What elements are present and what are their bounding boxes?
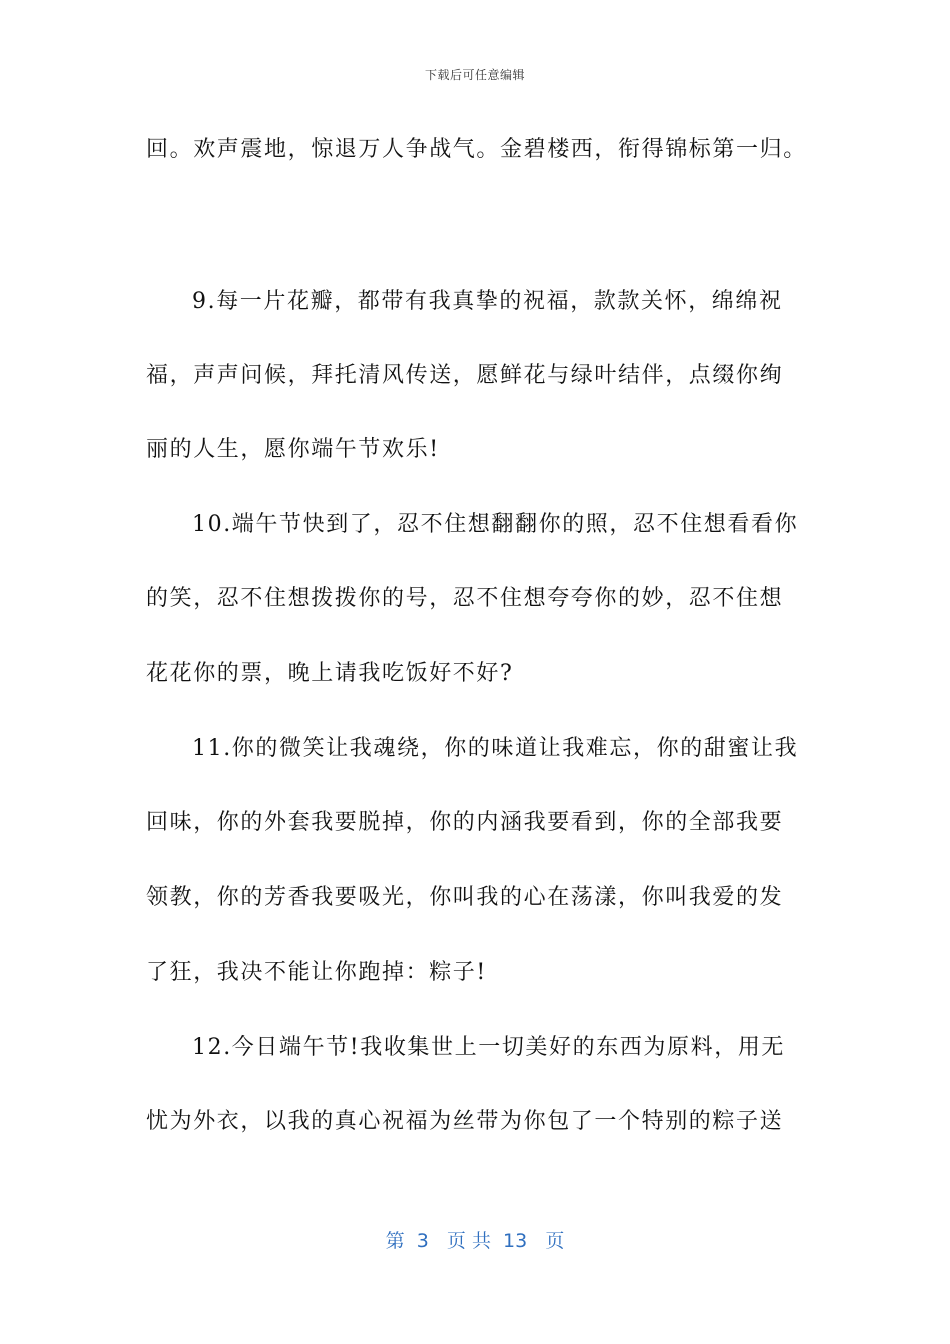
- page-number-footer: 第 3 页 共 13 页: [385, 1230, 565, 1252]
- text-line: 的笑，忍不住想拨拨你的号，忍不住想夸夸你的妙，忍不住想: [146, 586, 784, 611]
- page-header-note: 下载后可任意编辑: [424, 68, 525, 82]
- text-line: 福，声声问候，拜托清风传送，愿鲜花与绿叶结伴，点缀你绚: [146, 363, 784, 388]
- text-line: 11.你的微笑让我魂绕，你的味道让我难忘，你的甜蜜让我: [192, 736, 799, 761]
- text-line: 9.每一片花瓣，都带有我真挚的祝福，款款关怀，绵绵祝: [192, 289, 783, 314]
- text-line: 花花你的票，晚上请我吃饭好不好?: [146, 661, 514, 686]
- text-line: 忧为外衣，以我的真心祝福为丝带为你包了一个特别的粽子送: [146, 1109, 784, 1134]
- text-line: 了狂，我决不能让你跑掉：粽子!: [146, 960, 487, 985]
- text-line: 领教，你的芳香我要吸光，你叫我的心在荡漾，你叫我爱的发: [146, 885, 784, 910]
- text-line: 回味，你的外套我要脱掉，你的内涵我要看到，你的全部我要: [146, 810, 784, 835]
- text-line: 12.今日端午节!我收集世上一切美好的东西为原料，用无: [192, 1035, 786, 1060]
- text-line: 10.端午节快到了，忍不住想翻翻你的照，忍不住想看看你: [192, 512, 799, 537]
- text-line: 丽的人生，愿你端午节欢乐!: [146, 437, 440, 462]
- text-line: 回。欢声震地，惊退万人争战气。金碧楼西，衔得锦标第一归。: [146, 137, 807, 162]
